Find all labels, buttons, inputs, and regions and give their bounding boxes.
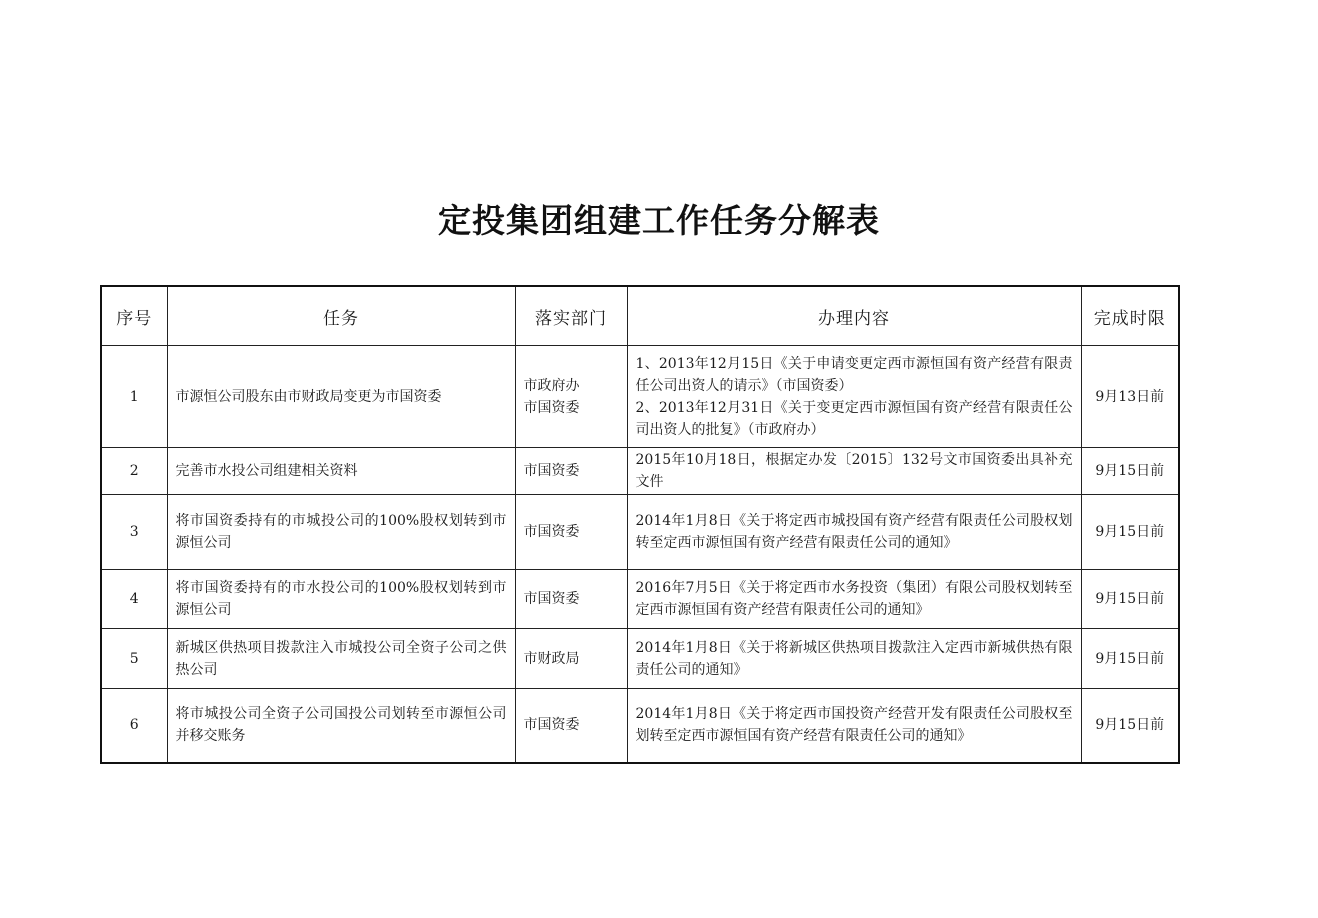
dept-line: 市财政局 [523,650,580,667]
content-line: 2016年7月5日《关于将定西市水务投资（集团）有限公司股权划转至定西市源恒国有资产经营有限责任公司的通知》 [635,580,1073,618]
row-dept [515,689,627,763]
row-deadline: 9月15日前 [1081,448,1179,495]
row-no: 6 [101,689,167,763]
table-row [101,448,1179,495]
header-task: 任务 [167,286,515,346]
row-deadline: 9月15日前 [1081,570,1179,629]
row-content [627,629,1081,689]
header-dept: 落实部门 [515,286,627,346]
header-content: 办理内容 [627,286,1081,346]
header-deadline: 完成时限 [1081,286,1179,346]
row-no: 3 [101,495,167,570]
row-content [627,346,1081,448]
row-task: 将市国资委持有的市城投公司的100%股权划转到市源恒公司 [167,495,515,570]
table-row [101,570,1179,629]
content-line: 2015年10月18日，根据定办发〔2015〕132号文市国资委出具补充文件 [635,452,1073,490]
content-line: 1、2013年12月15日《关于申请变更定西市源恒国有资产经营有限责任公司出资人的请示》（市国资委） [635,355,1073,394]
row-task: 新城区供热项目拨款注入市城投公司全资子公司之供热公司 [167,629,515,689]
table-row [101,629,1179,689]
content-line: 2014年1月8日《关于将定西市国投资产经营开发有限责任公司股权至划转至定西市源恒国有资产经营有限责任公司的通知》 [635,706,1073,745]
row-dept [515,570,627,629]
row-task: 将市城投公司全资子公司国投公司划转至市源恒公司并移交账务 [167,689,515,763]
row-dept [515,495,627,570]
dept-line: 市国资委 [523,399,580,416]
row-content [627,495,1081,570]
content-line: 2014年1月8日《关于将定西市城投国有资产经营有限责任公司股权划转至定西市源恒国有资产经营有限责任公司的通知》 [635,513,1073,551]
row-deadline: 9月13日前 [1081,346,1179,448]
table-row [101,346,1179,448]
content-line: 2014年1月8日《关于将新城区供热项目拨款注入定西市新城供热有限责任公司的通知》 [635,639,1073,678]
row-deadline: 9月15日前 [1081,495,1179,570]
row-no: 5 [101,629,167,689]
row-content [627,689,1081,763]
row-content [627,448,1081,495]
content-line: 2、2013年12月31日《关于变更定西市源恒国有资产经营有限责任公司出资人的批复》（市政府办） [635,399,1073,438]
row-task: 完善市水投公司组建相关资料 [167,448,515,495]
table-header-row [101,286,1179,346]
row-no: 2 [101,448,167,495]
document-title: 定投集团组建工作任务分解表 [438,201,880,240]
dept-line: 市国资委 [523,463,580,479]
dept-line: 市国资委 [523,524,580,540]
row-dept [515,346,627,448]
table-row [101,689,1179,763]
row-deadline: 9月15日前 [1081,629,1179,689]
row-no: 1 [101,346,167,448]
row-dept [515,629,627,689]
dept-line: 市国资委 [523,717,580,734]
row-task: 将市国资委持有的市水投公司的100%股权划转到市源恒公司 [167,570,515,629]
row-content [627,570,1081,629]
dept-line: 市国资委 [523,591,580,607]
row-task: 市源恒公司股东由市财政局变更为市国资委 [167,346,515,448]
header-no: 序号 [101,286,167,346]
row-no: 4 [101,570,167,629]
row-deadline: 9月15日前 [1081,689,1179,763]
task-breakdown-table [100,285,1180,764]
table-row [101,495,1179,570]
dept-line: 市政府办 [523,377,580,394]
row-dept [515,448,627,495]
